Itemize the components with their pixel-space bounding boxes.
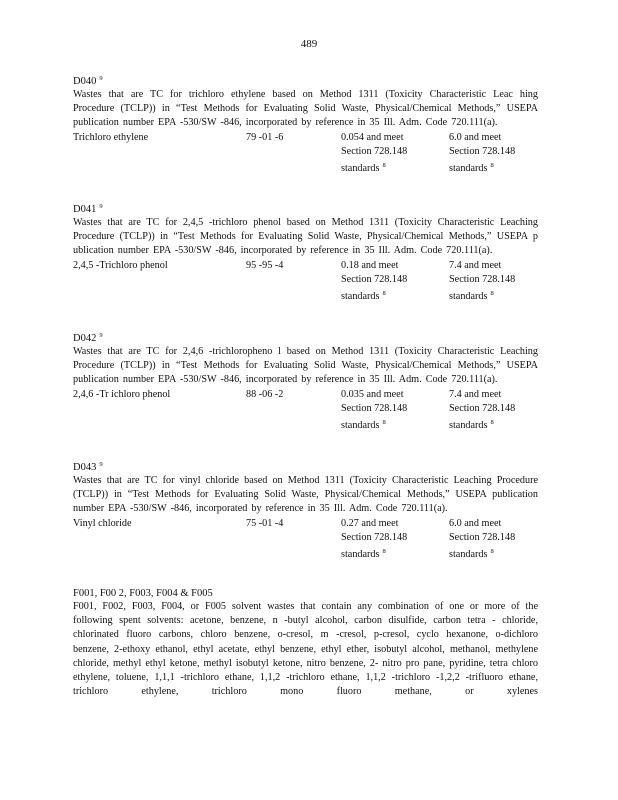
waste-code: D043 $^9$ — [73, 461, 103, 473]
constituent-name: 2,4,5 -Trichloro phenol — [73, 259, 168, 271]
footnote-marker: 9 — [99, 75, 103, 82]
waste-description: Wastes that are TC for vinyl chloride based on Method 1311 (Toxicity Characteristic Leaching Procedure (TCLP)) in “Test Methods for Evaluating Solid Waste, Physical/Chemical Methods,” USEPA publication number EPA -530/SW -846, incorporated by reference in 35 Ill. Adm. Code 720.111(a). — [73, 475, 538, 515]
waste-description: F001, F002, F003, F004, or F005 solvent wastes that contain any combination of one or more of the following spent solvents: acetone, benzene, n -butyl alcohol, carbon disulfide, carbon tetra - chloride, chlorinated fluoro carbons, chloro benzene, o-cresol, m -cresol, p-cresol, cyclo hexanone, o-dichloro benzene, 2-ethoxy ethanol, ethyl acetate, ethyl benzene, ethyl ether, isobutyl alcohol, methanol, methylene chloride, methyl ethyl ketone, methyl isobutyl ketone, nitro benzene, 2- nitro pro pane, pyridine, tetra chloro ethylene, toluene, 1,1,1 -trichloro ethane, 1,1,2 -trichloro ethane, 1,1,2 -trichloro -1,2,2 -trifluoro ethane, trichloro ethylene, trichloro mono fluoro methane, or xylenes — [73, 601, 538, 698]
constituent-row — [73, 259, 538, 303]
waste-description: Wastes that are TC for trichloro ethylene based on Method 1311 (Toxicity Characteristic Leac hing Procedure (TCLP)) in “Test Methods for Evaluating Solid Waste, Physical/Chemical Methods,” USEPA publication number EPA -530/SW -846, incorporated by reference in 35 Ill. Adm. Code 720.111(a). — [73, 89, 538, 129]
wastewater-standard: 0.035 and meet Section 728.148 standards $^8$ — [341, 388, 408, 432]
waste-description: Wastes that are TC for 2,4,6 -trichloropheno l based on Method 1311 (Toxicity Characteristic Leaching Procedure (TCLP)) in “Test Methods for Evaluating Solid Waste, Physical/Chemical Methods,” USEPA publication number EPA -530/SW -846, incorporated by reference in 35 Ill. Adm. Code 720.111(a). — [73, 346, 538, 386]
waste-entry-f001-f005 — [73, 587, 538, 699]
footnote-marker: 9 — [99, 461, 103, 468]
waste-entry-d040 — [73, 72, 538, 175]
constituent-row — [73, 517, 538, 561]
waste-code: D042 $^9$ — [73, 332, 103, 344]
waste-entry-d041 — [73, 200, 538, 303]
footnote-marker: 9 — [99, 332, 103, 339]
waste-entry-d043 — [73, 458, 538, 561]
waste-code: D040 $^9$ — [73, 75, 103, 87]
page-number: 489 — [300, 38, 318, 50]
constituent-name: Vinyl chloride — [73, 517, 132, 529]
constituent-name: 2,4,6 -Tr ichloro phenol — [73, 388, 171, 400]
constituent-row — [73, 388, 538, 432]
waste-code: F001, F00 2, F003, F004 & F005 — [73, 588, 213, 599]
constituent-name: Trichloro ethylene — [73, 131, 149, 143]
nonwastewater-standard: 7.4 and meet Section 728.148 standards $^8$ — [449, 259, 516, 303]
wastewater-standard: 0.27 and meet Section 728.148 standards $^8$ — [341, 517, 408, 561]
wastewater-standard: 0.18 and meet Section 728.148 standards $^8$ — [341, 259, 408, 303]
nonwastewater-standard: 6.0 and meet Section 728.148 standards $^8$ — [449, 131, 516, 175]
cas-number: 79 -01 -6 — [246, 131, 284, 143]
cas-number: 75 -01 -4 — [246, 517, 284, 529]
constituent-row — [73, 131, 538, 175]
cas-number: 88 -06 -2 — [246, 388, 284, 400]
waste-entry-d042 — [73, 329, 538, 432]
waste-description: Wastes that are TC for 2,4,5 -trichloro phenol based on Method 1311 (Toxicity Characteristic Leaching Procedure (TCLP)) in “Test Methods for Evaluating Solid Waste, Physical/Chemical Methods,” USEPA p ublication number EPA -530/SW -846, incorporated by reference in 35 Ill. Adm. Code 720.111(a). — [73, 217, 538, 257]
wastewater-standard: 0.054 and meet Section 728.148 standards $^8$ — [341, 131, 408, 175]
nonwastewater-standard: 6.0 and meet Section 728.148 standards $^8$ — [449, 517, 516, 561]
waste-code: D041 $^9$ — [73, 203, 103, 215]
nonwastewater-standard: 7.4 and meet Section 728.148 standards $^8$ — [449, 388, 516, 432]
footnote-marker: 9 — [99, 203, 103, 210]
cas-number: 95 -95 -4 — [246, 259, 284, 271]
